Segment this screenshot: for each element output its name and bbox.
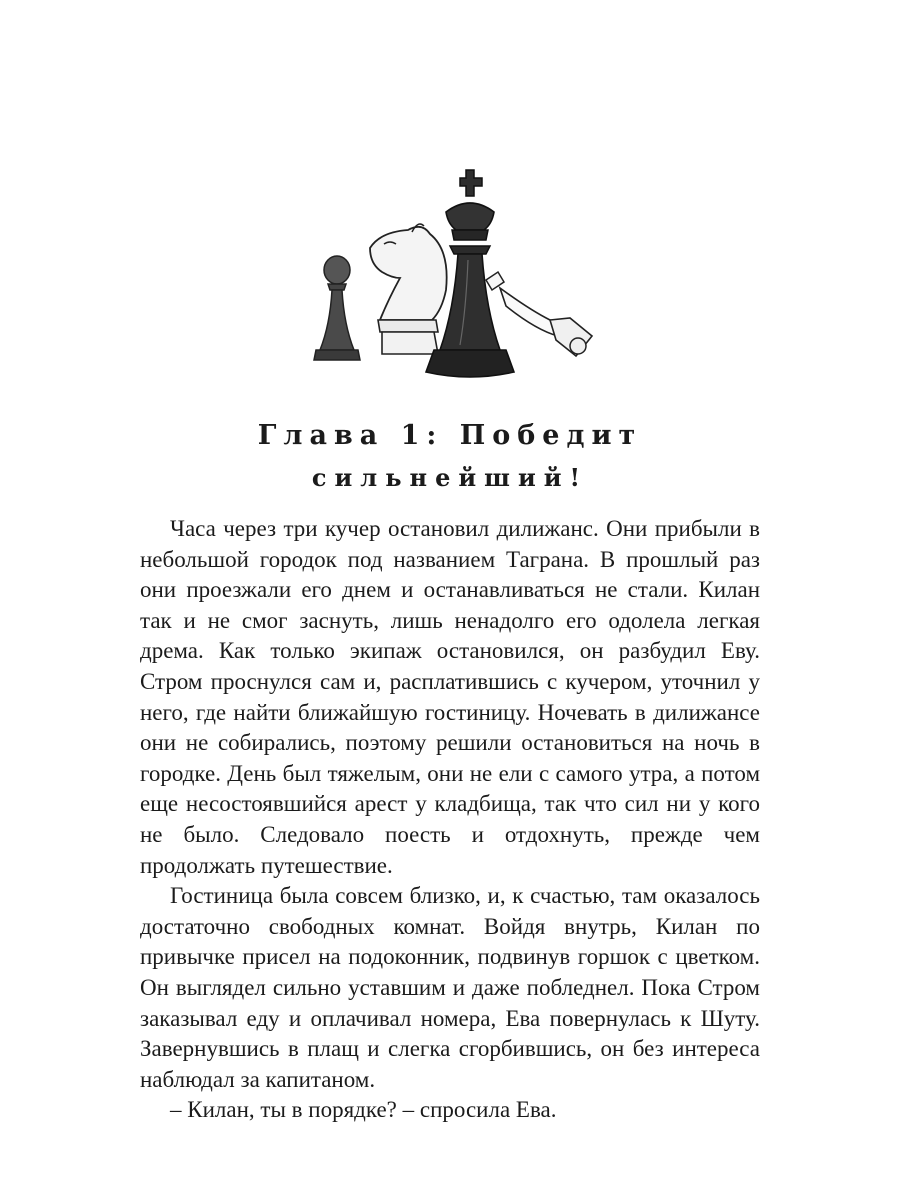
chapter-title — [0, 418, 900, 498]
paragraph: Гостиница была совсем близко, и, к счастью, там оказалось достаточно свободных комнат. Войдя внутрь, Килан по привычке присел на подоконник, подвинув горшок с цветком. Он выглядел сильно уставшим и даже побледнел. Пока Стром заказывал еду и оплачивал номера, Ева повернулась к Шуту. Завернувшись в плащ и слегка сгорбившись, он без интереса наблюдал за капитаном. — [140, 883, 760, 1092]
chapter-title-line-2: сильнейший! — [311, 463, 589, 492]
dialogue-line: – Килан, ты в порядке? – спросила Ева. — [170, 1097, 557, 1123]
fallen-bishop-icon — [486, 272, 592, 356]
chess-pieces-illustration — [300, 160, 600, 395]
pawn-icon — [314, 256, 360, 360]
chapter-body-text — [140, 514, 760, 1126]
paragraph: Часа через три кучер остановил дилижанс. Они прибыли в небольшой городок под названием Таграна. В прошлый раз они проезжали его днем и останавливаться не стали. Килан так и не смог заснуть, лишь ненадолго его одолела легкая дрема. Как только экипаж остановился, он разбудил Еву. Стром проснулся сам и, расплатившись с кучером, уточнил у него, где найти ближайшую гостиницу. Ночевать в дилижансе они не собирались, поэтому решили остановиться на ночь в городке. День был тяжелым, они не ели с самого утра, а потом еще несостоявшийся арест у кладбища, так что сил ни у кого не было. Следовало поесть и отдохнуть, прежде чем продолжать путешествие. — [140, 516, 760, 878]
knight-icon — [370, 224, 447, 354]
chapter-title-line-1: Глава 1: Победит — [257, 420, 643, 451]
